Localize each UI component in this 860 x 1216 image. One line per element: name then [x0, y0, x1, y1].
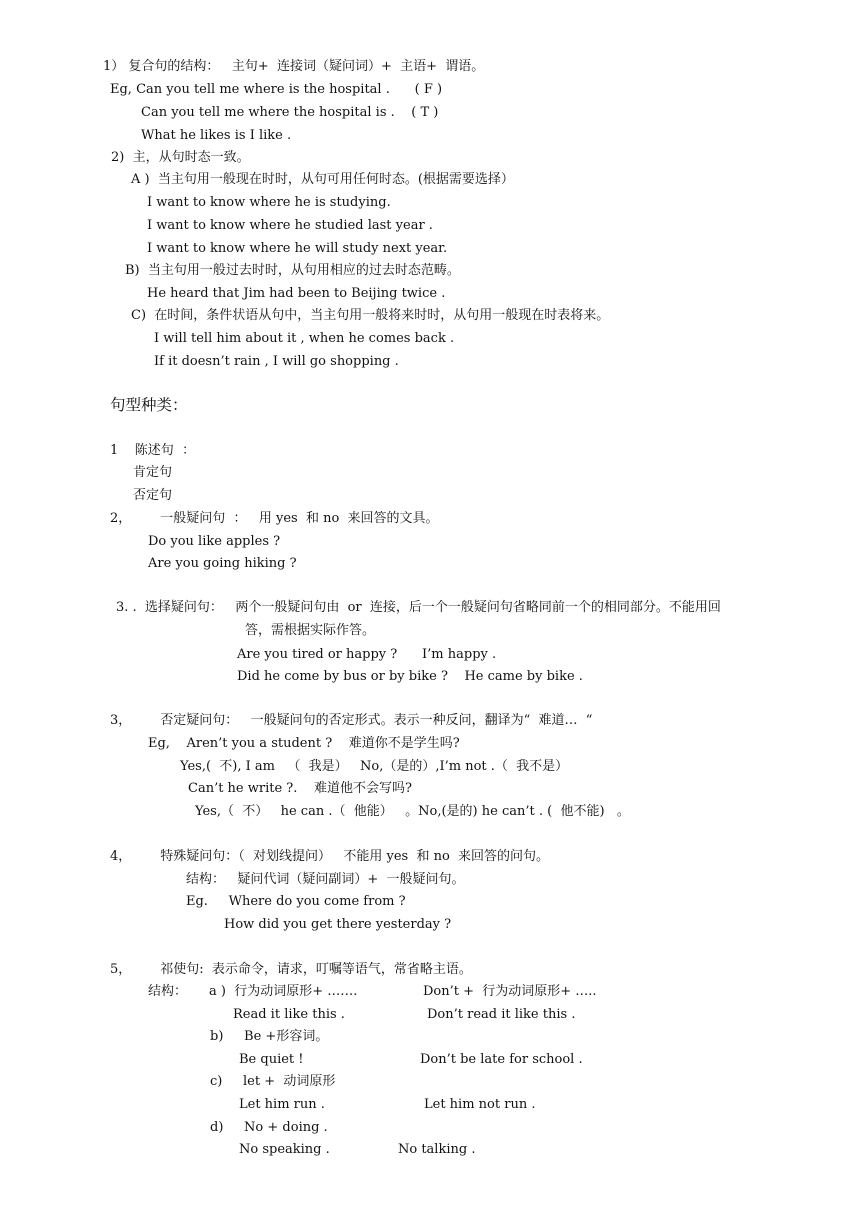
text-line: 答，需根据实际作答。: [245, 623, 376, 638]
text-line: Don’t be late for school .: [420, 1052, 583, 1067]
text-line: Don’t + 行为动词原形+ …..: [423, 984, 597, 999]
text-line: Let him run .: [239, 1097, 325, 1112]
text-line: 4， 特殊疑问句：（ 对划线提问） 不能用 yes 和 no 来回答的问句。: [110, 849, 550, 864]
text-line: 否定句: [133, 488, 173, 503]
text-line: Can’t he write ?. 难道他不会写吗?: [188, 781, 412, 796]
text-line: No talking .: [398, 1142, 476, 1157]
text-line: b) Be +形容词。: [210, 1029, 329, 1044]
text-line: 2) 主，从句时态一致。: [111, 150, 250, 165]
text-line: A ) 当主句用一般现在时时，从句可用任何时态。(根据需要选择）: [131, 172, 514, 187]
section-heading: 句型种类：: [110, 396, 188, 414]
text-line: Eg, Can you tell me where is the hospital . ( F ): [110, 82, 443, 97]
text-line: What he likes is I like .: [141, 128, 292, 143]
text-line: I want to know where he studied last year .: [147, 218, 433, 233]
text-line: I will tell him about it , when he comes back .: [154, 331, 455, 346]
text-line: 结构： 疑问代词（疑问副词）+ 一般疑问句。: [186, 872, 465, 887]
text-line: c) let + 动词原形: [210, 1074, 336, 1089]
text-line: He heard that Jim had been to Beijing twice .: [147, 286, 446, 301]
text-line: I want to know where he is studying.: [147, 195, 391, 210]
text-line: Be quiet !: [239, 1052, 304, 1067]
text-line: C) 在时间，条件状语从句中，当主句用一般将来时时，从句用一般现在时表将来。: [131, 308, 610, 323]
text-line: Do you like apples ?: [148, 534, 281, 549]
text-line: Eg, Aren’t you a student ? 难道你不是学生吗?: [148, 736, 460, 751]
text-line: Let him not run .: [424, 1097, 536, 1112]
text-line: Are you going hiking ?: [148, 556, 297, 571]
text-line: Read it like this .: [233, 1007, 345, 1022]
text-line: Can you tell me where the hospital is . ( T ): [141, 105, 439, 120]
text-line: No speaking .: [239, 1142, 330, 1157]
text-line: How did you get there yesterday ?: [224, 917, 452, 932]
text-line: a ) 行为动词原形+ …….: [209, 984, 358, 999]
text-line: Did he come by bus or by bike ? He came by bike .: [237, 669, 583, 684]
text-line: Don’t read it like this .: [427, 1007, 576, 1022]
text-line: d) No + doing .: [210, 1120, 328, 1135]
text-line: I want to know where he will study next year.: [147, 241, 448, 256]
text-line: Yes,（ 不） he can .（ 他能） 。No,(是的) he can’t . ( 他不能) 。: [195, 804, 630, 819]
text-line: Are you tired or happy ? I’m happy .: [237, 647, 497, 662]
text-line: 3， 否定疑问句： 一般疑问句的否定形式。表示一种反问，翻译为“ 难道… “: [110, 713, 593, 728]
text-line: Yes,( 不), I am （ 我是） No,（是的）,I’m not .（ 我不是）: [180, 759, 569, 774]
text-line: 2， 一般疑问句 ： 用 yes 和 no 来回答的文具。: [110, 511, 439, 526]
text-line: 肯定句: [133, 465, 173, 480]
text-line: Eg. Where do you come from ?: [186, 894, 406, 909]
text-line: 1） 复合句的结构： 主句+ 连接词（疑问词）+ 主语+ 谓语。: [103, 59, 485, 74]
text-line: 1 陈述句 ：: [110, 443, 196, 458]
text-line: If it doesn’t rain , I will go shopping .: [154, 354, 399, 369]
text-line: 5， 祁使句: 表示命令，请求，叮嘱等语气，常省略主语。: [110, 962, 472, 977]
text-line: B) 当主句用一般过去时时，从句用相应的过去时态范畴。: [125, 263, 460, 278]
text-line: 3. . 选择疑问句： 两个一般疑问句由 or 连接，后一个一般疑问句省略同前一个的相同部分。不能用回: [116, 600, 721, 615]
text-line: 结构：: [148, 984, 188, 999]
